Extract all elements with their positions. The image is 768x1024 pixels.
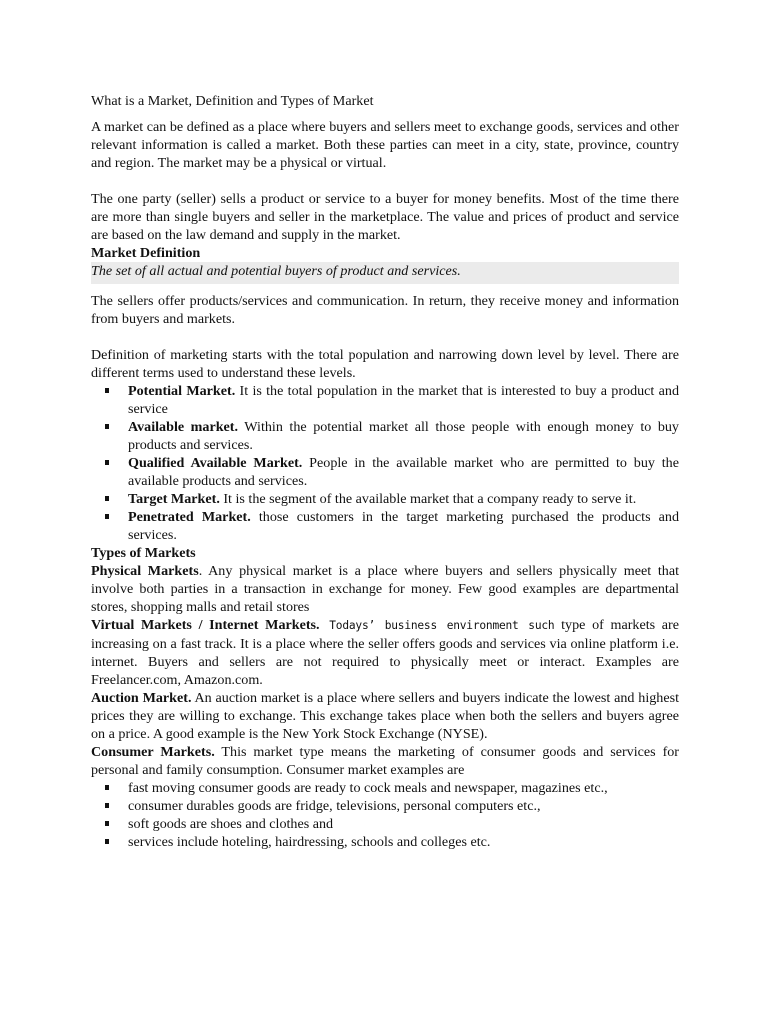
list-item: services include hoteling, hairdressing, schools and colleges etc. bbox=[91, 833, 679, 851]
market-levels-list bbox=[91, 382, 679, 544]
bullet-icon bbox=[105, 460, 109, 465]
bullet-icon bbox=[105, 496, 109, 501]
list-item: Qualified Available Market. People in the available market who are permitted to buy the available products and services. bbox=[91, 454, 679, 490]
list-item: fast moving consumer goods are ready to cock meals and newspaper, magazines etc., bbox=[91, 779, 679, 797]
list-item: soft goods are shoes and clothes and bbox=[91, 815, 679, 833]
bullet-icon bbox=[105, 839, 109, 844]
bullet-icon bbox=[105, 424, 109, 429]
document-page bbox=[91, 92, 679, 851]
virtual-markets-paragraph: Virtual Markets / Internet Markets. Todays’ business environment such type of markets are increasing on a fast track. It is a place where the seller offers goods and services via online platform i.e. internet. Buyers and sellers are not required to physically meet or interact. Examples are Freelancer.com, Amazon.com. bbox=[91, 617, 680, 688]
bullet-icon bbox=[105, 514, 109, 519]
list-item: consumer durables goods are fridge, televisions, personal computers etc., bbox=[91, 797, 679, 815]
intro-paragraph-2: The one party (seller) sells a product or service to a buyer for money benefits. Most of the time there are more than single buyers and seller in the marketplace. The value and prices of product and service are based on the law demand and supply in the market. bbox=[91, 191, 679, 243]
document-title: What is a Market, Definition and Types of Market bbox=[91, 93, 374, 109]
types-of-markets-heading: Types of Markets bbox=[91, 545, 196, 561]
bullet-icon bbox=[105, 803, 109, 808]
bullet-icon bbox=[105, 821, 109, 826]
bullet-icon bbox=[105, 785, 109, 790]
bullet-icon bbox=[105, 388, 109, 393]
market-definition-quote: The set of all actual and potential buyers of product and services. bbox=[91, 262, 679, 284]
sellers-paragraph: The sellers offer products/services and communication. In return, they receive money and information from buyers and markets. bbox=[91, 293, 679, 327]
list-item: Penetrated Market. those customers in the target marketing purchased the products and services. bbox=[91, 508, 679, 544]
list-item: Target Market. It is the segment of the available market that a company ready to serve it. bbox=[91, 490, 679, 508]
consumer-markets-paragraph: Consumer Markets. This market type means the marketing of consumer goods and services for personal and family consumption. Consumer market examples are bbox=[91, 744, 680, 778]
auction-market-paragraph: Auction Market. An auction market is a place where sellers and buyers indicate the lowest and highest prices they are willing to exchange. This exchange takes place when both the sellers and buyers agree on a price. A good example is the New York Stock Exchange (NYSE). bbox=[91, 690, 679, 742]
physical-markets-paragraph: Physical Markets. Any physical market is a place where buyers and sellers physically meet that involve both parties in a transaction in exchange for money. Few good examples are departmental stores, shopping malls and retail stores bbox=[91, 563, 679, 615]
intro-paragraph-1: A market can be defined as a place where buyers and sellers meet to exchange goods, services and other relevant information is called a market. Both these parties can meet in a city, state, province, country and region. The market may be a physical or virtual. bbox=[91, 119, 679, 171]
list-item: Available market. Within the potential market all those people with enough money to buy products and services. bbox=[91, 418, 679, 454]
list-item: Potential Market. It is the total population in the market that is interested to buy a product and service bbox=[91, 382, 679, 418]
consumer-examples-list bbox=[91, 779, 679, 851]
levels-paragraph: Definition of marketing starts with the total population and narrowing down level by level. There are different terms used to understand these levels. bbox=[91, 347, 679, 381]
market-definition-heading: Market Definition bbox=[91, 245, 201, 261]
